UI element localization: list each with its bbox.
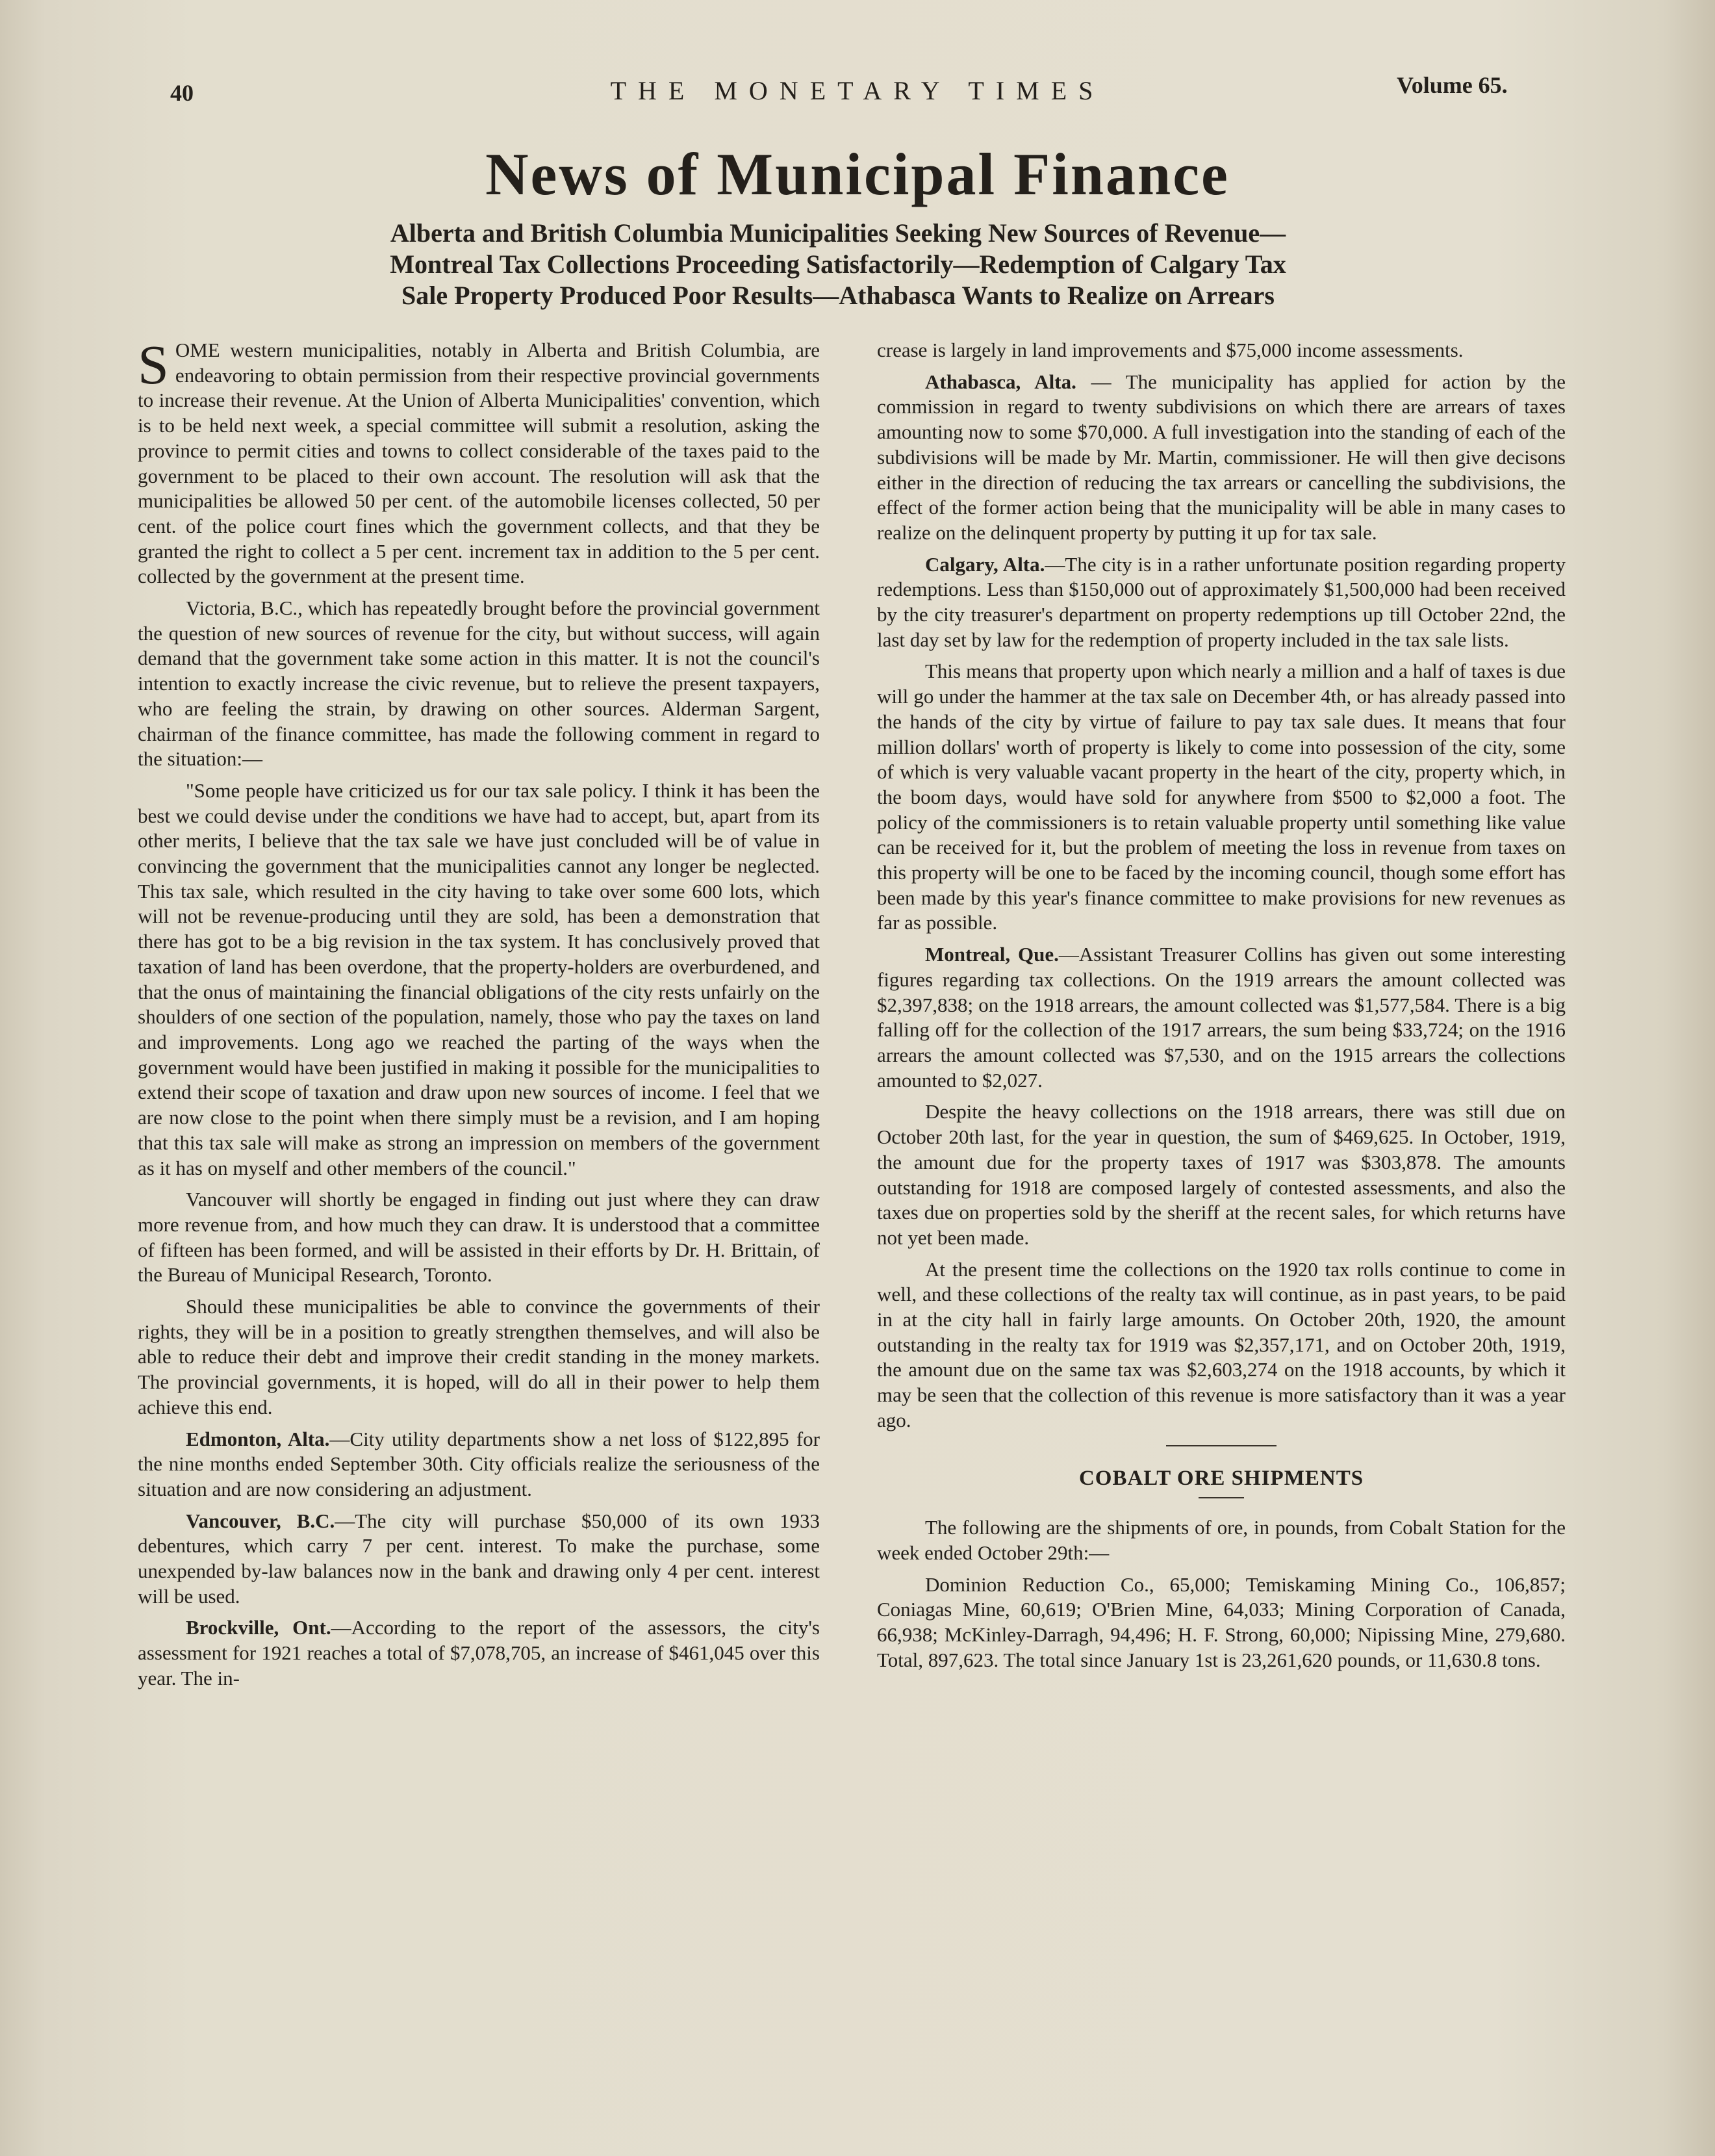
place-name: Montreal, Que. — [925, 943, 1059, 966]
paragraph: Victoria, B.C., which has repeatedly brought before the provincial government the question of new sources of revenue for the city, but without success, will again demand that the government take some action in this matter. It is not the council's intention to exactly increase the civic revenue, but to relieve the present taxpayers, who are feeling the strain, by drawing on other sources. Alderman Sargent, chairman of the finance committee, has made the following comment in regard to the situation:— — [138, 597, 820, 771]
paragraph-text: —Assistant Treasurer Collins has given out some interesting figures regarding tax collections. On the 1919 arrears the amount collected was $2,397,838; on the 1918 arrears, the amount collected was $1,577,584. There is a big falling off for the collection of the 1917 arrears, the sum being $33,724; on the 1916 arrears the amount collected was $7,530, and on the 1915 arrears the collections amounted to $2,027. — [877, 943, 1566, 1092]
title-underline — [1199, 1497, 1244, 1498]
drop-cap: S — [138, 333, 169, 396]
paragraph: At the present time the collections on the 1920 tax rolls continue to come in well, and these collections of the realty tax will continue, as in past years, to be paid in at the city hall in fairly large amounts. On October 20th, 1920, the amount outstanding in the realty tax for 1919 was $2,357,171, and on October 20th, 1919, the amount due on the same tax was $2,603,274 on the 1918 accounts, by which it may be seen that the collection of this revenue is more satisfactory than it was a year ago. — [877, 1257, 1566, 1431]
place-name: Vancouver, B.C. — [186, 1509, 335, 1532]
paragraph-text: OME western municipalities, notably in Alberta and British Columbia, are endeavoring to obtain permission from their respective provincial governments to increase their revenue. At the Union of Alberta Municipalities' convention, which is to be held next week, a special committee will submit a resolution, asking the province to permit cities and towns to collect considerable of the taxes paid to the government to be placed to their own account. The resolution will ask that the municipalities be allowed 50 per cent. of the automobile licenses collected, 50 per cent. of the police court fines which the government collects, and that they be granted the right to collect a 5 per cent. increment tax in addition to the 5 per cent. collected by the government at the present time. — [138, 339, 820, 588]
article-headline: News of Municipal Finance — [485, 141, 1230, 207]
paragraph: Should these municipalities be able to convince the governments of their rights, they will be in a position to greatly strengthen themselves, and will also be able to reduce their debt and improve their credit standing in the money markets. The provincial governments, it is hoped, will do all in their power to help them achieve this end. — [138, 1295, 820, 1418]
place-name: Edmonton, Alta. — [186, 1427, 330, 1450]
left-column — [138, 333, 820, 1698]
paragraph — [877, 942, 1566, 1093]
paragraph — [138, 1509, 820, 1610]
paragraph-text: —According to the report of the assessors, the city's assessment for 1921 reaches a total of $7,078,705, an increase of $461,045 over this year. The in- — [138, 1616, 820, 1689]
paragraph: Vancouver will shortly be engaged in finding out just where they can draw more revenue from, and how much they can draw. It is understood that a committee of fifteen has been formed, and will be assisted in their efforts by Dr. H. Brittain, of the Bureau of Municipal Research, Toronto. — [138, 1188, 820, 1287]
place-name: Calgary, Alta. — [925, 552, 1045, 576]
paragraph: The following are the shipments of ore, in pounds, from Cobalt Station for the week ended October 29th:— — [877, 1516, 1566, 1564]
paragraph — [138, 333, 820, 589]
paragraph: Despite the heavy collections on the 1918 arrears, there was still due on October 20th last, for the year in question, the sum of $469,625. In October, 1919, the amount due for the property taxes of 1917 was $303,878. The amounts outstanding for 1918 are composed largely of contested assessments, and also the taxes due on properties sold by the sheriff at the recent sales, for which returns have not yet been made. — [877, 1100, 1566, 1249]
running-head — [0, 71, 1715, 110]
cobalt-section-title: COBALT ORE SHIPMENTS — [1078, 1466, 1364, 1490]
paragraph — [138, 1615, 820, 1691]
paragraph: "Some people have criticized us for our tax sale policy. I think it has been the best we could devise under the conditions we have had to accept, but, apart from its other merits, I believe that the tax sale we have just concluded will be of value in convincing the government that the municipalities cannot any longer be neglected. This tax sale, which resulted in the city having to take over some 600 lots, which will not be revenue-producing until they are sold, has been a demonstration that there has got to be a big revision in the tax system. It has conclusively proved that taxation of land has been overdone, that the property-holders are overburdened, and that the onus of maintaining the financial obligations of the city rests unfairly on the shoulders of one section of the population, namely, those who pay the taxes on land and improvements. Long ago we reached the parting of the ways when the government would have been justified in making it possible for the municipalities to extend their scope of taxation and draw upon new sources of income. I feel that we are now close to the point when there simply must be a revision, and I am hoping that this tax sale will make as strong an impression on members of the government as it has on myself and other members of the council." — [138, 778, 820, 1179]
volume-label: Volume 65. — [1397, 72, 1508, 98]
paragraph — [877, 552, 1566, 653]
page-number: 40 — [170, 80, 194, 106]
deck-line: Montreal Tax Collections Proceeding Satisfactorily—Redemption of Calgary Tax — [390, 250, 1286, 279]
paragraph-text: —The city will purchase $50,000 of its own 1933 debentures, which carry 7 per cent. interest. To make the purchase, some unexpended by-law balances now in the bank and drawing only 4 per cent. interest will be used. — [138, 1509, 820, 1608]
deck-line: Alberta and British Columbia Municipalities Seeking New Sources of Revenue— — [390, 218, 1286, 248]
right-column — [877, 338, 1566, 1679]
article-deck — [286, 218, 1390, 311]
section-divider — [1166, 1445, 1277, 1446]
place-name: Athabasca, Alta. — [925, 370, 1076, 393]
place-name: Brockville, Ont. — [186, 1616, 331, 1639]
paragraph: crease is largely in land improvements and $75,000 income assessments. — [877, 339, 1464, 361]
paragraph: Dominion Reduction Co., 65,000; Temiskaming Mining Co., 106,857; Coniagas Mine, 60,619; O'Brien Mine, 64,033; Mining Corporation of Canada, 66,938; McKinley-Darragh, 94,496; H. F. Strong, 60,000; Nipissing Mine, 279,680. Total, 897,623. The total since January 1st is 23,261,620 pounds, or 11,630.8 tons. — [877, 1572, 1566, 1671]
deck-line: Sale Property Produced Poor Results—Athabasca Wants to Realize on Arrears — [401, 281, 1275, 310]
paragraph — [877, 370, 1566, 546]
paragraph-text: —City utility departments show a net loss of $122,895 for the nine months ended September 30th. City officials realize the seriousness of the situation and are now considering an adjustment. — [138, 1427, 820, 1500]
paragraph-text: — The municipality has applied for action by the commission in regard to twenty subdivisions on which there are arrears of taxes amounting now to some $70,000. A full investigation into the standing of each of the subdivisions will be made by Mr. Martin, commissioner. He will then give decisons either in the direction of reducing the tax arrears or cancelling the subdivisions, the effect of the former action being that the municipality will be able in many cases to realize on the delinquent property by putting it up for tax sale. — [877, 370, 1566, 544]
journal-title: THE MONETARY TIMES — [610, 76, 1105, 105]
paragraph-text: —The city is in a rather unfortunate position regarding property redemptions. Less than $150,000 out of approximately $1,500,000 had been received by the city treasurer's department on property redemptions up till October 22nd, the last day set by law for the redemption of property included in the tax sale lists. — [877, 552, 1566, 651]
paragraph: This means that property upon which nearly a million and a half of taxes is due will go under the hammer at the tax sale on December 4th, or has already passed into the hands of the city by virtue of failure to pay tax sale dues. It means that four million dollars' worth of property is likely to come into possession of the city, some of which is very valuable vacant property in the heart of the city, property which, in the boom days, would have sold for anywhere from $500 to $2,000 a foot. The policy of the commissioners is to retain valuable property until something like value can be received for it, but the problem of meeting the loss in revenue from taxes on this property will be one to be faced by the incoming council, though some effort has been made by this year's finance committee to make provisions for new revenues as far as possible. — [877, 660, 1566, 934]
paragraph — [138, 1427, 820, 1502]
